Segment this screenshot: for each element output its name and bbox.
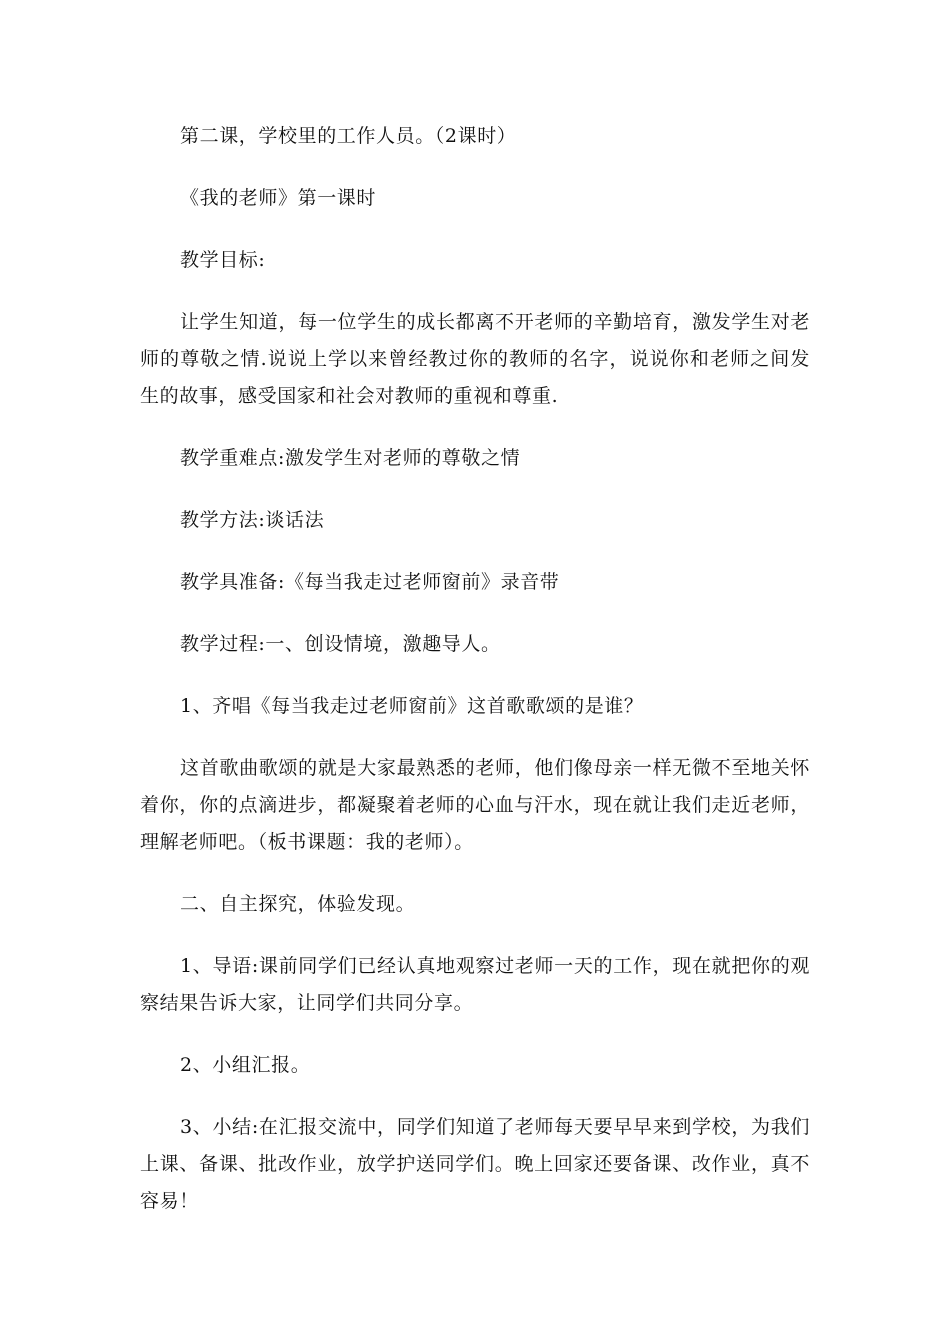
section-two-step-3: 3、小结:在汇报交流中，同学们知道了老师每天要早早来到学校，为我们上课、备课、批改作业，放学护送同学们。晚上回家还要备课、改作业，真不容易！: [140, 1116, 810, 1212]
teaching-method: 教学方法:谈话法: [180, 509, 325, 531]
teaching-process: 教学过程:一、创设情境，激趣导人。: [180, 633, 501, 655]
document-body: [140, 118, 810, 1245]
lesson-heading: 第二课，学校里的工作人员。（2课时）: [180, 125, 517, 147]
objectives-heading: 教学目标:: [180, 249, 266, 271]
teaching-materials: 教学具准备:《每当我走过老师窗前》录音带: [180, 571, 560, 593]
process-step-1: 1、齐唱《每当我走过老师窗前》这首歌歌颂的是谁？: [180, 695, 644, 717]
section-two-heading: 二、自主探究，体验发现。: [180, 893, 416, 915]
lesson-subtitle: 《我的老师》第一课时: [180, 187, 377, 209]
process-explanation: 这首歌曲歌颂的就是大家最熟悉的老师，他们像母亲一样无微不至地关怀着你，你的点滴进步，都凝聚着老师的心血与汗水，现在就让我们走近老师，理解老师吧。（板书课题：我的老师）。: [140, 757, 810, 853]
key-points: 教学重难点:激发学生对老师的尊敬之情: [180, 447, 521, 469]
section-two-step-1: 1、导语:课前同学们已经认真地观察过老师一天的工作，现在就把你的观察结果告诉大家，让同学们共同分享。: [140, 955, 810, 1014]
section-two-step-2: 2、小组汇报。: [180, 1054, 311, 1076]
objectives-text: 让学生知道，每一位学生的成长都离不开老师的辛勤培育，激发学生对老师的尊敬之情.说说上学以来曾经教过你的教师的名字，说说你和老师之间发生的故事，感受国家和社会对教师的重视和尊重.: [140, 311, 810, 407]
